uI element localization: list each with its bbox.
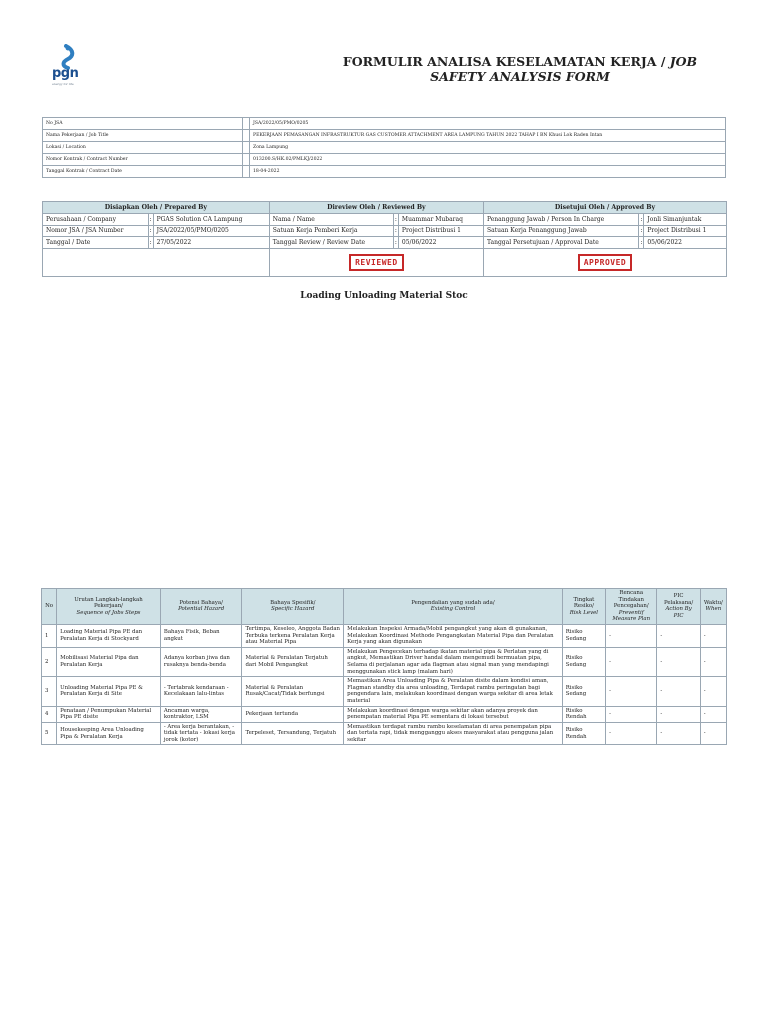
approval-label: Satuan Kerja Pemberi Kerja [269,225,393,237]
reviewed-by-header: Direview Oleh / Reviewed By [269,202,483,214]
jsa-cell-specific: Material & Peralatan Rusak/Cacat/Tidak berfungsi [242,677,344,706]
jsa-cell-specific: Material & Peralatan Terjatuh dari Mobil Pengangkut [242,647,344,676]
approved-stamp: APPROVED [578,254,633,271]
jsa-cell-no: 2 [42,647,57,676]
approval-value: 27/05/2022 [153,237,269,249]
jsa-cell-control: Melakukan Pengecekan terhadap ikatan material pipa & Perlatan yang di angkut, Memastikan Driver handal dalam mengemudi bermuatan pipa, Selama di perjalanan agar ada flagman atau signal man yang mendapingi menggunakan stick lamp (malam hari) [344,647,563,676]
jsa-cell-pic: - [657,647,700,676]
approval-label: Penanggung Jawab / Person In Charge [483,214,638,226]
col-when: Waktu/ When [700,589,726,625]
approval-colon: : [639,237,644,249]
jsa-cell-specific: Pekerjaan tertunda [242,706,344,722]
info-label: Nomor Kontrak / Contract Number [43,154,243,166]
jsa-cell-hazard: Adanya korban jiwa dan rusaknya benda-benda [160,647,242,676]
jsa-cell-hazard: - Tertabrak kendaraan - Kecelakaan lalu-lintas [160,677,242,706]
jsa-cell-pic: - [657,677,700,706]
jsa-cell-plan: - [606,722,657,745]
approval-colon: : [148,214,153,226]
jsa-row [42,706,727,722]
logo-tagline: energy for life [52,82,74,86]
col-hazard: Potensi Bahaya/ Potential Hazard [160,589,242,625]
approval-value: 05/06/2022 [644,237,727,249]
info-row [43,154,726,166]
col-no: No [42,589,57,625]
jsa-cell-no: 4 [42,706,57,722]
col-steps: Urutan Langkah-langkah Pekerjaan/ Sequence of Jobs Steps [57,589,161,625]
jsa-cell-step: Unloading Material Pipa PE & Peralatan Kerja di Site [57,677,161,706]
jsa-cell-risk: Risiko Rendah [562,722,605,745]
jsa-cell-when: - [700,647,726,676]
approval-colon: : [393,237,398,249]
approval-value: Project Distribusi 1 [644,225,727,237]
col-plan: Rencana Tindakan Pencegahan/ Preventif Measure Plan [606,589,657,625]
jsa-cell-risk: Risiko Sedang [562,624,605,647]
prepared-stamp-cell [43,248,270,276]
jsa-cell-plan: - [606,647,657,676]
info-label: No JSA [43,118,243,130]
jsa-row [42,647,727,676]
jsa-cell-no: 3 [42,677,57,706]
jsa-cell-step: Housekeeping Area Unloading Pipa & Peralatan Kerja [57,722,161,745]
jsa-cell-pic: - [657,706,700,722]
approval-label: Perusahaan / Company [43,214,149,226]
logo-text: pgn [52,66,79,81]
approved-stamp-cell [483,248,726,276]
approval-value: Project Distribusi 1 [398,225,483,237]
approval-value: PGAS Solution CA Lampung [153,214,269,226]
page-title: FORMULIR ANALISA KESELAMATAN KERJA / JOB SAFETY ANALYSIS FORM [342,54,698,84]
jsa-cell-specific: Terpeleset, Tersandung, Terjatuh [242,722,344,745]
approval-value: Jonli Simanjuntak [644,214,727,226]
jsa-cell-when: - [700,706,726,722]
approval-row [43,237,727,249]
reviewed-stamp: REVIEWED [349,254,404,271]
info-separator [243,130,250,142]
jsa-cell-when: - [700,624,726,647]
col-pic: PIC Pelaksana/ Action By PIC [657,589,700,625]
approval-colon: : [148,225,153,237]
approval-value: Muammar Mubaraq [398,214,483,226]
jsa-cell-risk: Risiko Sedang [562,647,605,676]
col-control: Pengendalian yang sudah ada/ Existing Control [344,589,563,625]
jsa-cell-step: Mobilisasi Material Pipa dan Peralatan Kerja [57,647,161,676]
approval-label: Nomor JSA / JSA Number [43,225,149,237]
jsa-info-table [42,117,726,178]
approval-label: Tanggal / Date [43,237,149,249]
approval-label: Tanggal Persetujuan / Approval Date [483,237,638,249]
jsa-cell-step: Loading Material Pipa PE dan Peralatan Kerja di Stockyard [57,624,161,647]
jsa-cell-control: Memastikan terdapat rambu rambu keselamatan di area penempatan pipa dan tertata rapi, tidak mengganggu akses masyarakat atau pengguna jalan sekitar [344,722,563,745]
jsa-cell-control: Memastikan Area Unloading Pipa & Peralatan disite dalam kondisi aman, Flagman standby dia area unloading, Terdapat rambu peringatan bagi pengendara lain, melakukan koordinasi dengan warga sekitar di area letak material [344,677,563,706]
approval-label: Tanggal Review / Review Date [269,237,393,249]
approval-colon: : [393,214,398,226]
jsa-row [42,722,727,745]
approval-row [43,225,727,237]
approval-row [43,214,727,226]
approval-value: 05/06/2022 [398,237,483,249]
approval-label: Nama / Name [269,214,393,226]
info-label: Nama Pekerjaan / Job Title [43,130,243,142]
info-separator [243,166,250,178]
jsa-cell-specific: Tertimpa, Keseleo, Anggota Badan Terbuka terkena Peralatan Kerja atau Material Pipa [242,624,344,647]
jsa-cell-plan: - [606,624,657,647]
info-row [43,130,726,142]
jsa-cell-plan: - [606,677,657,706]
approval-colon: : [639,214,644,226]
approval-colon: : [639,225,644,237]
prepared-by-header: Disiapkan Oleh / Prepared By [43,202,270,214]
jsa-cell-pic: - [657,722,700,745]
jsa-cell-when: - [700,677,726,706]
jsa-cell-step: Penataan / Penumpukan Material Pipa PE disite [57,706,161,722]
info-separator [243,118,250,130]
jsa-cell-control: Melakukan koordinasi dengan warga sekitar akan adanya proyek dan penempatan material Pipa PE sementara di lokasi tersebut [344,706,563,722]
approval-colon: : [148,237,153,249]
info-value: JSA/2022/05/PMO/0205 [250,118,726,130]
jsa-cell-no: 5 [42,722,57,745]
info-separator [243,154,250,166]
info-row [43,166,726,178]
approved-by-header: Disetujui Oleh / Approved By [483,202,726,214]
jsa-cell-no: 1 [42,624,57,647]
approval-label: Satuan Kerja Penanggung Jawab [483,225,638,237]
jsa-cell-pic: - [657,624,700,647]
info-row [43,142,726,154]
jsa-cell-risk: Risiko Sedang [562,677,605,706]
jsa-cell-control: Melakukan Inspeksi Armada/Mobil pengangkut yang akan di gunakanan, Melakukan Koordinasi Methode Pengangkatan Material Pipa dan Peralatan Kerja yang akan digunakan [344,624,563,647]
jsa-steps-table [41,588,727,745]
info-value: 013200.S/HK.02/PMLKJ/2022 [250,154,726,166]
col-risk: Tingkat Resiko/ Risk Level [562,589,605,625]
jsa-cell-hazard: - Area kerja berantakan, - tidak tertata - lokasi kerja jorok (kotor) [160,722,242,745]
info-separator [243,142,250,154]
jsa-cell-hazard: Ancaman warga, kontraktor, LSM [160,706,242,722]
jsa-row [42,624,727,647]
job-subtitle: Loading Unloading Material Stoc [300,291,468,301]
info-label: Tanggal Kontrak / Contract Date [43,166,243,178]
info-value: Zona Lampung [250,142,726,154]
info-row [43,118,726,130]
approval-colon: : [393,225,398,237]
info-value: 18-04-2022 [250,166,726,178]
approval-value: JSA/2022/05/PMO/0205 [153,225,269,237]
info-value: PEKERJAAN PEMASANGAN INFRASTRUKTUR GAS CUSTOMER ATTACHMENT AREA LAMPUNG TAHUN 2022 TAHAP I BN Khusi Lok Raden Intan [250,130,726,142]
jsa-cell-risk: Risiko Rendah [562,706,605,722]
approval-table [42,201,727,277]
jsa-cell-when: - [700,722,726,745]
reviewed-stamp-cell [269,248,483,276]
jsa-cell-hazard: Bahaya Fisik, Beban angkut [160,624,242,647]
jsa-row [42,677,727,706]
col-specific: Bahaya Spesifik/ Specific Hazard [242,589,344,625]
jsa-cell-plan: - [606,706,657,722]
info-label: Lokasi / Location [43,142,243,154]
